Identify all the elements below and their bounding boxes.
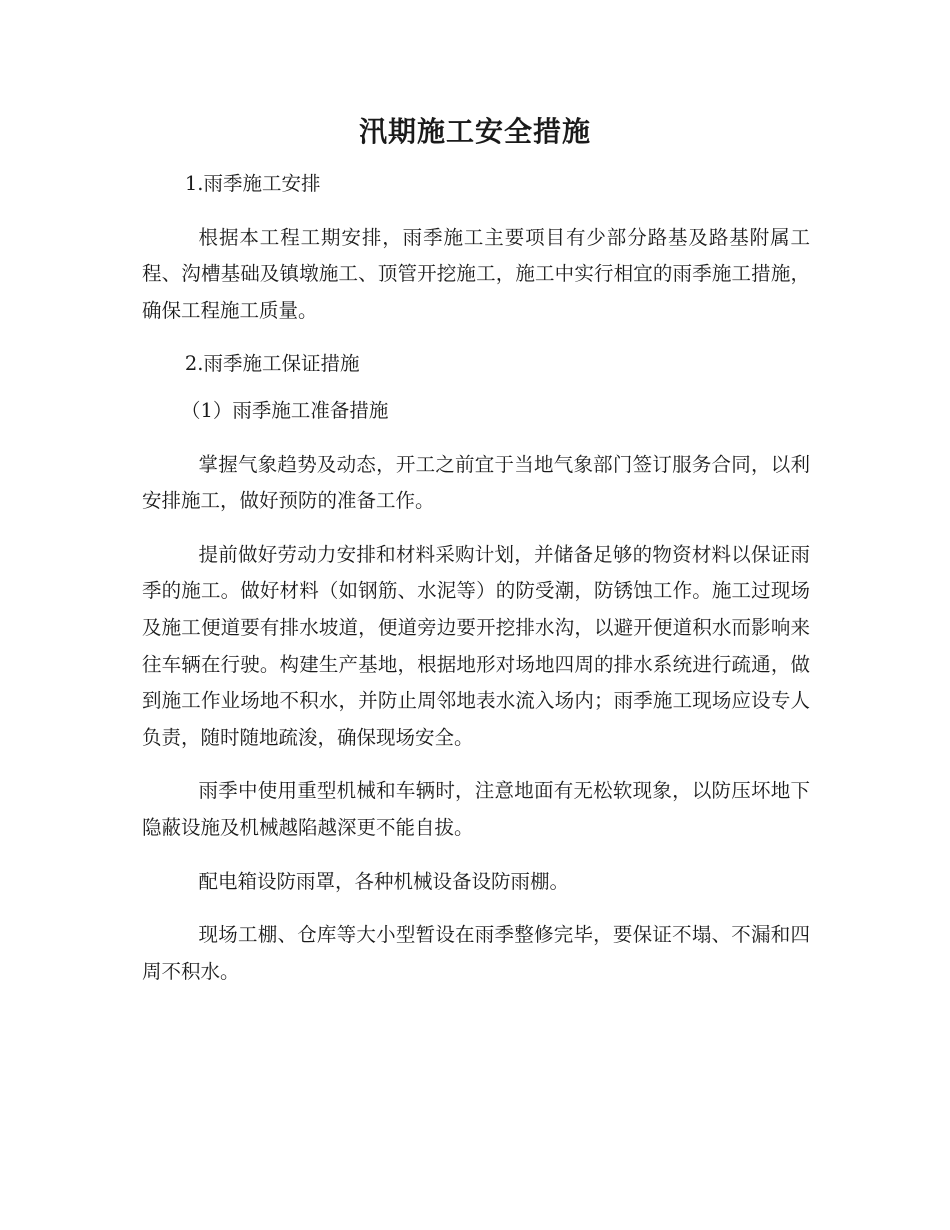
- document-title: 汛期施工安全措施: [358, 115, 591, 148]
- section-2-heading: 2.雨季施工保证措施: [184, 352, 360, 376]
- section-1-paragraph-1: 根据本工程工期安排，雨季施工主要项目有少部分路基及路基附属工程、沟槽基础及镇墩施工、顶管开挖施工，施工中实行相宜的雨季施工措施，确保工程施工质量。: [142, 225, 810, 322]
- section-2-paragraph-5: 现场工棚、仓库等大小型暂设在雨季整修完毕，要保证不塌、不漏和四周不积水。: [142, 923, 810, 983]
- section-1-heading: 1.雨季施工安排: [184, 172, 321, 195]
- section-2-paragraph-1: 掌握气象趋势及动态，开工之前宜于当地气象部门签订服务合同，以利安排施工，做好预防的准备工作。: [142, 452, 810, 513]
- document-body: [142, 166, 810, 990]
- section-2-paragraph-4: 配电箱设防雨罩，各种机械设备设防雨棚。: [198, 869, 570, 893]
- section-2-paragraph-2: 提前做好劳动力安排和材料采购计划，并储备足够的物资材料以保证雨季的施工。做好材料（如钢筋、水泥等）的防受潮，防锈蚀工作。施工过现场及施工便道要有排水坡道，便道旁边要开挖排水沟，以避开便道积水而影响来往车辆在行驶。构建生产基地，根据地形对场地四周的排水系统进行疏通，做到施工作业场地不积水，并防止周邻地表水流入场内；雨季施工现场应设专人负责，随时随地疏浚，确保现场安全。: [142, 542, 810, 749]
- section-2-subheading-1: （1）雨季施工准备措施: [181, 398, 389, 422]
- section-2-paragraph-3: 雨季中使用重型机械和车辆时，注意地面有无松软现象，以防压坏地下隐蔽设施及机械越陷越深更不能自拔。: [142, 779, 810, 839]
